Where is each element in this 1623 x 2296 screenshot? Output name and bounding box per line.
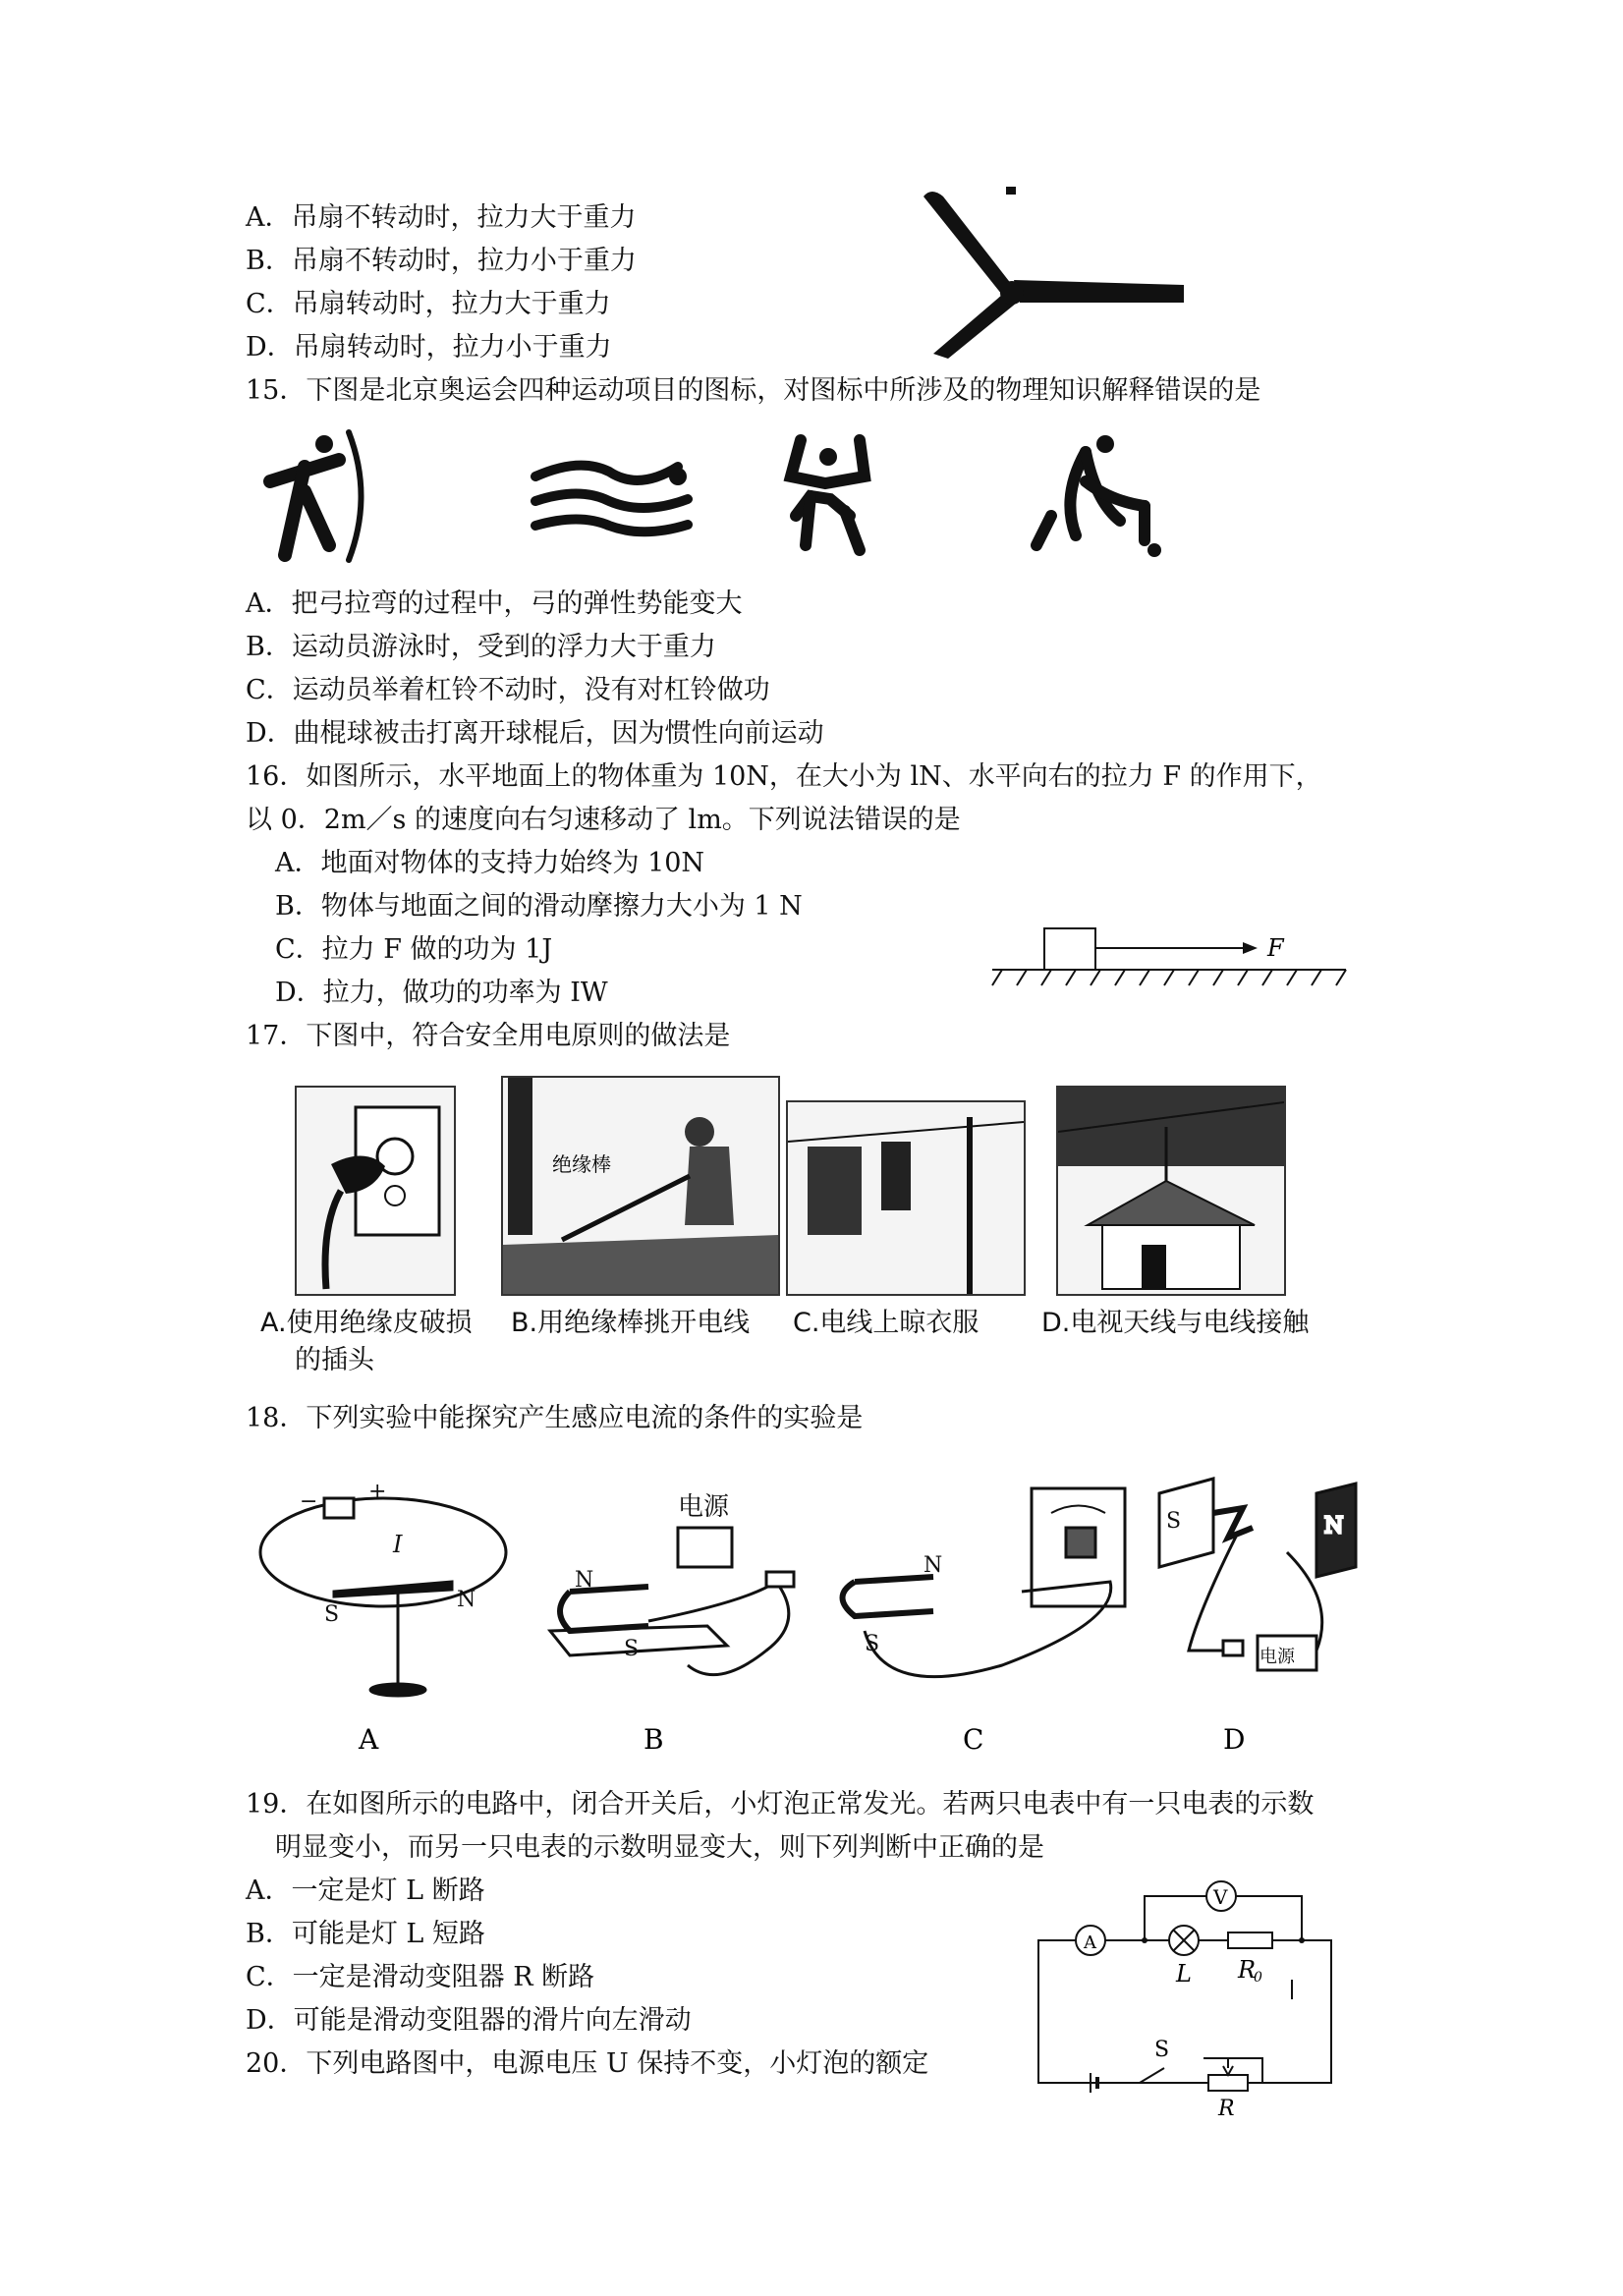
q15-option-b: B．运动员游泳时，受到的浮力大于重力 — [246, 632, 716, 662]
svg-text:N: N — [457, 1588, 476, 1612]
experiment-c-label: C — [963, 1723, 984, 1756]
fan-blade-right — [1014, 280, 1184, 303]
q19-stem-1: 19．在如图所示的电路中，闭合开关后，小灯泡正常发光。若两只电表中有一只电表的示数 — [246, 1789, 1315, 1820]
q16-option-a: A．地面对物体的支持力始终为 10N — [275, 848, 705, 878]
force-arrowhead — [1243, 942, 1258, 954]
fan-hub — [1000, 281, 1024, 305]
plug-cord — [325, 1191, 341, 1289]
resistor-r0 — [1228, 1932, 1272, 1948]
q19-option-b: B．可能是灯 L 短路 — [246, 1919, 485, 1949]
olympic-icons-figure — [255, 422, 1238, 570]
force-label: F — [1267, 934, 1284, 962]
svg-text:R: R — [1218, 2097, 1235, 2117]
svg-text:电源: 电源 — [1259, 1647, 1295, 1667]
q17-stem: 17．下图中，符合安全用电原则的做法是 — [246, 1021, 731, 1051]
q15-option-c: C．运动员举着杠铃不动时，没有对杠铃做功 — [246, 675, 770, 705]
svg-text:S: S — [624, 1637, 640, 1661]
svg-text:−: − — [300, 1489, 318, 1514]
hanging-clothes-2 — [881, 1142, 911, 1210]
block — [1044, 928, 1095, 970]
q16-option-b: B．物体与地面之间的滑动摩擦力大小为 1 N — [275, 891, 803, 922]
svg-text:S: S — [1154, 2038, 1170, 2062]
fan-blade-left — [923, 192, 1012, 295]
q14-option-d: D．吊扇转动时，拉力小于重力 — [246, 332, 612, 363]
fan-blade-bottom — [933, 295, 1017, 359]
q16-stem-1: 16．如图所示，水平地面上的物体重为 10N，在大小为 lN、水平向右的拉力 F 的作用下， — [246, 761, 1322, 792]
svg-text:N: N — [575, 1568, 594, 1593]
q19-option-d: D．可能是滑动变阻器的滑片向左滑动 — [246, 2005, 692, 2036]
q17-caption-c: C.电线上晾衣服 — [793, 1308, 979, 1338]
experiment-a — [260, 1480, 506, 1696]
experiment-b — [550, 1492, 794, 1675]
swimming-icon — [535, 466, 688, 532]
hockey-icon — [1036, 435, 1161, 557]
svg-text:N: N — [923, 1553, 943, 1578]
q17-picture-c — [786, 1100, 1026, 1296]
q17-caption-a2: 的插头 — [295, 1345, 374, 1375]
q14-option-c: C．吊扇转动时，拉力大于重力 — [246, 289, 611, 319]
weightlifting-icon — [791, 440, 865, 550]
q17-caption-d: D.电视天线与电线接触 — [1041, 1308, 1310, 1338]
q19-option-c: C．一定是滑动变阻器 R 断路 — [246, 1962, 595, 1992]
q16-option-c: C．拉力 F 做的功为 1J — [275, 934, 553, 965]
fan-mount — [1006, 187, 1016, 195]
insulating-rod — [562, 1176, 690, 1240]
power-wire — [788, 1122, 1024, 1142]
ground-grass — [503, 1235, 778, 1294]
svg-text:电源: 电源 — [678, 1492, 730, 1522]
ground-hatch — [992, 970, 1346, 985]
experiment-a-label: A — [359, 1723, 379, 1756]
svg-text:+: + — [368, 1480, 387, 1504]
q15-option-a: A．把弓拉弯的过程中，弓的弹性势能变大 — [246, 588, 743, 619]
q18-stem: 18．下列实验中能探究产生感应电流的条件的实验是 — [246, 1403, 864, 1433]
svg-text:R: R — [1238, 1956, 1257, 1984]
svg-text:L: L — [1176, 1960, 1192, 1988]
experiment-b-label: B — [644, 1723, 664, 1756]
rheostat — [1208, 2075, 1248, 2091]
q17-picture-b — [501, 1076, 780, 1296]
q17-caption-b: B.用绝缘棒挑开电线 — [511, 1308, 751, 1338]
svg-text:S: S — [324, 1602, 340, 1627]
svg-text:V: V — [1213, 1885, 1228, 1909]
q15-stem: 15．下图是北京奥运会四种运动项目的图标，对图标中所涉及的物理知识解释错误的是 — [246, 375, 1261, 406]
ceiling-fan-figure — [904, 187, 1199, 364]
tree-trunk — [508, 1078, 532, 1235]
q15-option-d: D．曲棍球被击打离开球棍后，因为惯性向前运动 — [246, 718, 824, 749]
svg-text:0: 0 — [1254, 1970, 1262, 1986]
q14-option-b: B．吊扇不转动时，拉力小于重力 — [246, 246, 637, 276]
q17-picture-a — [295, 1086, 456, 1296]
experiment-d — [1159, 1479, 1356, 1670]
house-wall — [1102, 1225, 1240, 1289]
q16-option-d: D．拉力，做功的功率为 IW — [275, 978, 608, 1008]
person-body — [685, 1147, 734, 1225]
svg-text:S: S — [865, 1632, 880, 1656]
svg-text:N: N — [1324, 1514, 1344, 1539]
house-roof — [1088, 1181, 1255, 1225]
q20-stem: 20．下列电路图中，电源电压 U 保持不变，小灯泡的额定 — [246, 2048, 929, 2079]
q14-option-a: A．吊扇不转动时，拉力大于重力 — [246, 202, 637, 233]
switch — [1140, 2068, 1164, 2083]
q17-caption-a: A.使用绝缘皮破损 — [260, 1308, 473, 1338]
q19-option-a: A．一定是灯 L 断路 — [246, 1876, 485, 1906]
induction-experiments-figure — [255, 1474, 1385, 1768]
q19-stem-2: 明显变小，而另一只电表的示数明显变大，则下列判断中正确的是 — [275, 1832, 1044, 1863]
q16-stem-2: 以 0．2m／s 的速度向右匀速移动了 lm。下列说法错误的是 — [246, 805, 961, 835]
experiment-d-label: D — [1223, 1723, 1246, 1756]
person-head — [685, 1117, 714, 1147]
svg-text:I: I — [393, 1531, 403, 1558]
q17-picture-d — [1056, 1086, 1286, 1296]
svg-text:A: A — [1084, 1932, 1096, 1953]
experiment-c — [843, 1488, 1126, 1677]
q19-circuit-diagram — [1027, 1872, 1351, 2117]
hanging-clothes-1 — [808, 1147, 862, 1235]
archery-icon — [270, 432, 362, 560]
svg-text:S: S — [1166, 1509, 1182, 1534]
rod-label: 绝缘棒 — [552, 1152, 611, 1176]
block-force-figure — [982, 919, 1356, 997]
